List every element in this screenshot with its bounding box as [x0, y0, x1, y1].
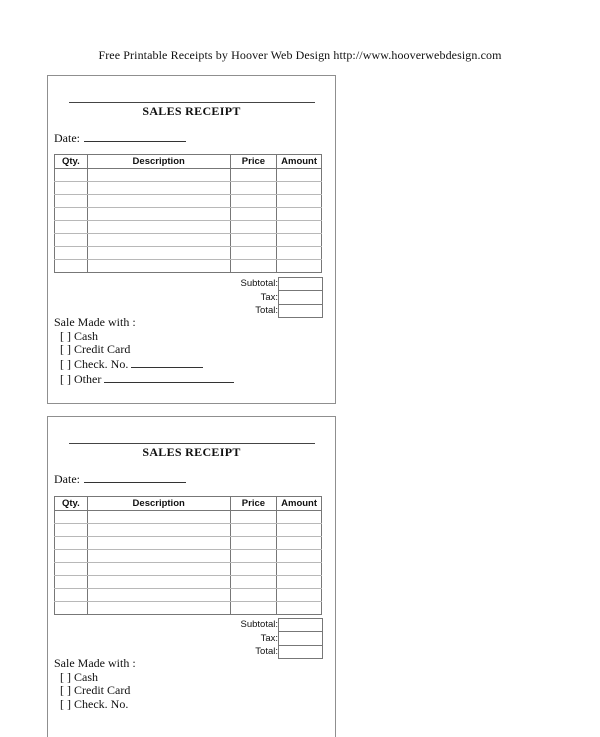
price-cell[interactable] [230, 234, 277, 247]
total-label: Total: [255, 305, 278, 316]
table-row [55, 221, 322, 234]
description-cell[interactable] [87, 602, 230, 615]
description-cell[interactable] [87, 511, 230, 524]
table-row [55, 182, 322, 195]
amount-cell[interactable] [277, 576, 322, 589]
table-row [55, 260, 322, 273]
amount-cell[interactable] [277, 563, 322, 576]
qty-cell[interactable] [55, 234, 88, 247]
payment-option-cash[interactable]: [ ] Cash [60, 328, 98, 343]
table-row [55, 589, 322, 602]
price-cell[interactable] [230, 169, 277, 182]
sales-receipt-2 [47, 416, 336, 737]
price-cell[interactable] [230, 576, 277, 589]
table-row [55, 234, 322, 247]
subtotal-label: Subtotal: [240, 278, 278, 289]
description-cell[interactable] [87, 221, 230, 234]
column-header-description: Description [87, 155, 230, 169]
description-cell[interactable] [87, 576, 230, 589]
qty-cell[interactable] [55, 550, 88, 563]
description-cell[interactable] [87, 208, 230, 221]
amount-cell[interactable] [277, 589, 322, 602]
column-header-amount: Amount [277, 155, 322, 169]
amount-cell[interactable] [277, 537, 322, 550]
line-items-table [54, 496, 322, 615]
subtotal-box[interactable] [278, 277, 323, 291]
price-cell[interactable] [230, 195, 277, 208]
table-row [55, 563, 322, 576]
table-row [55, 602, 322, 615]
tax-label: Tax: [260, 632, 278, 644]
price-cell[interactable] [230, 589, 277, 602]
payment-option-check[interactable]: [ ] Check. No. [60, 697, 129, 712]
table-row [55, 208, 322, 221]
receipt-title: SALES RECEIPT [142, 104, 241, 118]
price-cell[interactable] [230, 182, 277, 195]
subtotal-label: Subtotal: [240, 619, 278, 630]
qty-cell[interactable] [55, 602, 88, 615]
table-header-row [55, 155, 322, 169]
price-cell[interactable] [230, 602, 277, 615]
price-cell[interactable] [230, 247, 277, 260]
qty-cell[interactable] [55, 524, 88, 537]
total-box[interactable] [278, 304, 323, 318]
column-header-qty: Qty. [55, 497, 88, 511]
title-rule [69, 102, 315, 103]
price-cell[interactable] [230, 563, 277, 576]
price-cell[interactable] [230, 524, 277, 537]
description-cell[interactable] [87, 589, 230, 602]
payment-method-section [54, 316, 234, 387]
total-label: Total: [255, 646, 278, 657]
qty-cell[interactable] [55, 260, 88, 273]
qty-cell[interactable] [55, 195, 88, 208]
amount-cell[interactable] [277, 169, 322, 182]
tax-row [198, 632, 323, 646]
amount-cell[interactable] [277, 221, 322, 234]
payment-option-credit-card[interactable]: [ ] Credit Card [60, 683, 131, 698]
title-rule [69, 443, 315, 444]
totals-block [198, 277, 323, 318]
payment-heading: Sale Made with : [54, 656, 136, 670]
qty-cell[interactable] [55, 589, 88, 602]
description-cell[interactable] [87, 247, 230, 260]
amount-cell[interactable] [277, 524, 322, 537]
column-header-amount: Amount [277, 497, 322, 511]
amount-cell[interactable] [277, 602, 322, 615]
table-row [55, 576, 322, 589]
amount-cell[interactable] [277, 208, 322, 221]
payment-option-cash[interactable]: [ ] Cash [60, 669, 98, 684]
column-header-price: Price [230, 155, 277, 169]
amount-cell[interactable] [277, 511, 322, 524]
table-row [55, 169, 322, 182]
description-cell[interactable] [87, 260, 230, 273]
subtotal-row [198, 618, 323, 632]
amount-cell[interactable] [277, 247, 322, 260]
qty-cell[interactable] [55, 511, 88, 524]
amount-cell[interactable] [277, 234, 322, 247]
amount-cell[interactable] [277, 182, 322, 195]
description-cell[interactable] [87, 169, 230, 182]
payment-option-check[interactable]: [ ] Check. No. [54, 357, 234, 372]
date-blank-line[interactable] [84, 472, 186, 483]
price-cell[interactable] [230, 208, 277, 221]
payment-heading: Sale Made with : [54, 315, 136, 329]
total-row [198, 645, 323, 659]
date-label: Date: [54, 131, 80, 145]
payment-option-credit-card[interactable]: [ ] Credit Card [60, 342, 131, 357]
qty-cell[interactable] [55, 537, 88, 550]
column-header-qty: Qty. [55, 155, 88, 169]
date-label: Date: [54, 472, 80, 486]
amount-cell[interactable] [277, 195, 322, 208]
table-row [55, 524, 322, 537]
description-cell[interactable] [87, 182, 230, 195]
subtotal-box[interactable] [278, 618, 323, 632]
subtotal-row [198, 277, 323, 291]
receipt-title: SALES RECEIPT [142, 445, 241, 459]
table-row [55, 511, 322, 524]
date-blank-line[interactable] [84, 131, 186, 142]
description-cell[interactable] [87, 234, 230, 247]
page-header: Free Printable Receipts by Hoover Web Design http://www.hooverwebdesign.com [98, 48, 502, 62]
line-items-table [54, 154, 322, 273]
date-field[interactable] [54, 472, 186, 487]
qty-cell[interactable] [55, 182, 88, 195]
table-row [55, 195, 322, 208]
qty-cell[interactable] [55, 563, 88, 576]
table-row [55, 550, 322, 563]
qty-cell[interactable] [55, 208, 88, 221]
table-row [55, 537, 322, 550]
description-cell[interactable] [87, 524, 230, 537]
payment-method-section [54, 657, 136, 712]
description-cell[interactable] [87, 550, 230, 563]
column-header-description: Description [87, 497, 230, 511]
sales-receipt-1 [47, 75, 336, 404]
qty-cell[interactable] [55, 221, 88, 234]
qty-cell[interactable] [55, 576, 88, 589]
qty-cell[interactable] [55, 169, 88, 182]
tax-label: Tax: [260, 291, 278, 303]
tax-box[interactable] [278, 291, 323, 305]
qty-cell[interactable] [55, 247, 88, 260]
date-field[interactable] [54, 131, 186, 146]
check-number-line[interactable] [131, 357, 203, 368]
price-cell[interactable] [230, 537, 277, 550]
description-cell[interactable] [87, 537, 230, 550]
price-cell[interactable] [230, 550, 277, 563]
other-line[interactable] [104, 372, 234, 383]
totals-block [198, 618, 323, 659]
column-header-price: Price [230, 497, 277, 511]
price-cell[interactable] [230, 511, 277, 524]
table-header-row [55, 497, 322, 511]
tax-box[interactable] [278, 632, 323, 646]
total-box[interactable] [278, 645, 323, 659]
amount-cell[interactable] [277, 550, 322, 563]
price-cell[interactable] [230, 260, 277, 273]
tax-row [198, 291, 323, 305]
description-cell[interactable] [87, 195, 230, 208]
payment-option-other[interactable]: [ ] Other [54, 372, 234, 387]
description-cell[interactable] [87, 563, 230, 576]
amount-cell[interactable] [277, 260, 322, 273]
price-cell[interactable] [230, 221, 277, 234]
table-row [55, 247, 322, 260]
